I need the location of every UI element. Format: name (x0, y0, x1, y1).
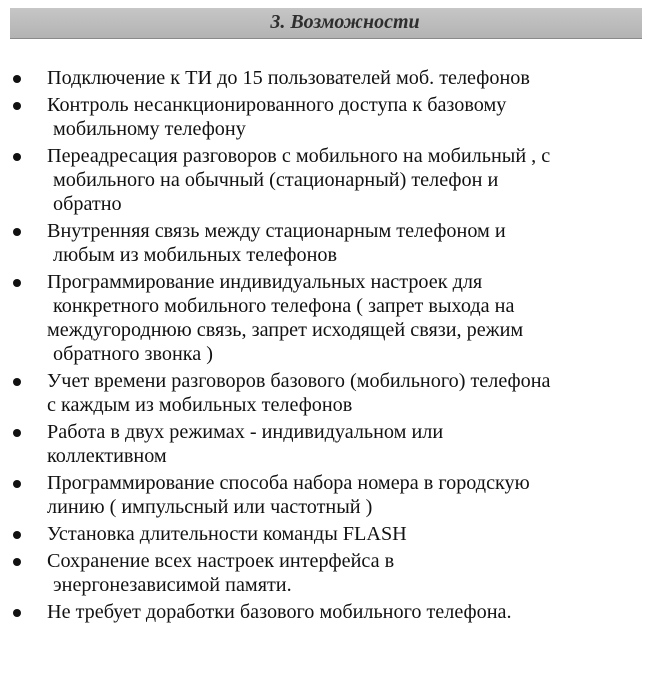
bullet-icon (13, 558, 21, 566)
feature-line: коллективном (47, 445, 167, 467)
section-header-bar (10, 8, 642, 39)
feature-line: Контроль несанкционированного доступа к базовому (47, 94, 507, 116)
feature-line: Не требует доработки базового мобильного телефона. (47, 601, 512, 623)
feature-line: Внутренняя связь между стационарным телефоном и (47, 220, 506, 242)
bullet-icon (13, 102, 21, 110)
feature-line: энергонезависимой памяти. (53, 574, 292, 596)
feature-item (0, 549, 656, 597)
bullet-icon (13, 480, 21, 488)
bullet-icon (13, 609, 21, 617)
feature-item (0, 471, 656, 519)
feature-list (0, 66, 656, 627)
feature-line: Сохранение всех настроек интерфейса в (47, 550, 395, 572)
bullet-icon (13, 531, 21, 539)
feature-line: Установка длительности команды FLASH (47, 523, 407, 545)
feature-item (0, 93, 656, 141)
feature-item (0, 522, 656, 546)
bullet-icon (13, 429, 21, 437)
feature-line: междугороднюю связь, запрет исходящей связи, режим (47, 319, 524, 341)
feature-line: линию ( импульсный или частотный ) (47, 496, 373, 518)
feature-line: Программирование индивидуальных настроек для (47, 271, 483, 293)
feature-line: Работа в двух режимах - индивидуальном или (47, 421, 444, 443)
feature-line: с каждым из мобильных телефонов (47, 394, 353, 416)
bullet-icon (13, 153, 21, 161)
feature-line: любым из мобильных телефонов (53, 244, 338, 266)
feature-item (0, 144, 656, 216)
feature-line: конкретного мобильного телефона ( запрет выхода на (53, 295, 515, 317)
bullet-icon (13, 75, 21, 83)
feature-line: Программирование способа набора номера в городскую (47, 472, 530, 494)
section-title: 3. Возможности (270, 11, 420, 33)
feature-item (0, 270, 656, 366)
feature-line: мобильного на обычный (стационарный) телефон и (53, 169, 499, 191)
feature-item (0, 420, 656, 468)
bullet-icon (13, 378, 21, 386)
feature-item (0, 66, 656, 90)
feature-item (0, 600, 656, 624)
feature-line: Переадресация разговоров с мобильного на мобильный , с (47, 145, 551, 167)
feature-item (0, 369, 656, 417)
bullet-icon (13, 228, 21, 236)
bullet-icon (13, 279, 21, 287)
feature-line: обратного звонка ) (53, 343, 214, 365)
feature-item (0, 219, 656, 267)
feature-line: обратно (53, 193, 122, 215)
feature-line: мобильному телефону (53, 118, 246, 140)
feature-line: Подключение к ТИ до 15 пользователей моб. телефонов (47, 67, 530, 89)
feature-line: Учет времени разговоров базового (мобильного) телефона (47, 370, 551, 392)
